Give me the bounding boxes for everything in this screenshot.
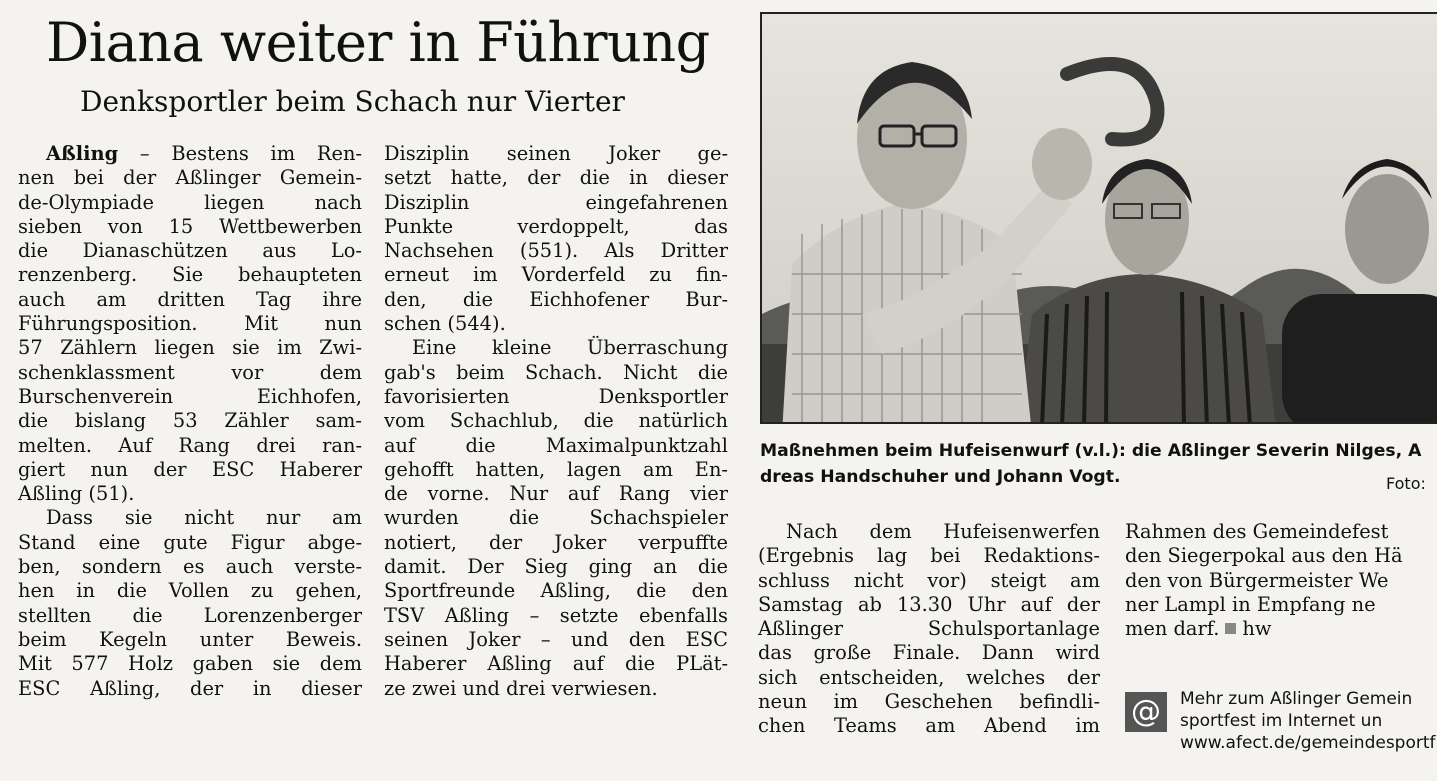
text-line: renzenberg. Sie behaupteten <box>18 263 362 287</box>
text-line: de vorne. Nur auf Rang vier <box>384 482 728 506</box>
author-initials: hw <box>1242 617 1272 641</box>
text-line: das große Finale. Dann wird <box>758 641 1100 665</box>
text-line: Aßling (51). <box>18 482 135 506</box>
article-column-4 <box>1125 520 1437 641</box>
text-line: melten. Auf Rang drei ran- <box>18 433 362 457</box>
text-line: ner Lampl in Empfang ne <box>1125 592 1376 616</box>
end-mark-icon <box>1225 623 1236 634</box>
text-line: Mit 577 Holz gaben sie dem <box>18 652 362 676</box>
text-line: Rahmen des Gemeindefest <box>1125 520 1389 543</box>
text-line: auf die Maximalpunktzahl <box>384 433 728 457</box>
text-line: ESC Aßling, der in dieser <box>18 676 362 700</box>
text-line: schen (544). <box>384 312 506 336</box>
text-line: Burschenverein Eichhofen, <box>18 384 362 408</box>
text-line: hen in die Vollen zu gehen, <box>18 579 362 603</box>
article-column-2 <box>384 142 728 701</box>
text-line: beim Kegeln unter Beweis. <box>18 627 362 651</box>
text-line: gab's beim Schach. Nicht die <box>384 360 728 384</box>
text-line: schenklassment vor dem <box>18 360 362 384</box>
photo-caption <box>760 438 1437 490</box>
text-line: stellten die Lorenzenberger <box>18 603 362 627</box>
text-line: neun im Geschehen befindli- <box>758 690 1100 714</box>
text-line: den von Bürgermeister We <box>1125 568 1389 592</box>
text-line: sich entscheiden, welches der <box>758 665 1100 689</box>
text-line: vom Schachlub, die natürlich <box>384 409 728 433</box>
text-line: den, die Eichhofener Bur- <box>384 287 728 311</box>
text-line: seinen Joker – und den ESC <box>384 627 728 651</box>
web-note-link[interactable]: www.afect.de/gemeindesportf <box>1180 733 1436 753</box>
text-line: gehofft hatten, lagen am En- <box>384 457 728 481</box>
article-column-1 <box>18 142 362 701</box>
at-sign-icon: @ <box>1125 692 1167 732</box>
text-line: schluss nicht vor) steigt am <box>758 568 1100 592</box>
text-line: Dass sie nicht nur am <box>46 506 362 530</box>
text-line: Eine kleine Überraschung <box>412 336 728 360</box>
text-line: nen bei der Aßlinger Gemein- <box>18 166 362 190</box>
text-line: Sportfreunde Aßling, die den <box>384 579 728 603</box>
photo-hufeisenwurf <box>760 12 1437 424</box>
text-line: Stand eine gute Figur abge- <box>18 530 362 554</box>
photo-credit: Foto: <box>1386 474 1426 493</box>
text-line: Disziplin seinen Joker ge- <box>384 142 728 165</box>
text-line: men darf. hw <box>1125 617 1272 641</box>
text-line: ze zwei und drei verwiesen. <box>384 676 658 700</box>
text-line: die bislang 53 Zähler sam- <box>18 409 362 433</box>
subheadline: Denksportler beim Schach nur Vierter <box>80 85 625 118</box>
text-line: giert nun der ESC Haberer <box>18 457 362 481</box>
text-line: Haberer Aßling auf die PLät- <box>384 652 728 676</box>
text-line: Samstag ab 13.30 Uhr auf der <box>758 592 1100 616</box>
dateline: Aßling <box>46 142 119 165</box>
text-line: setzt hatte, der die in dieser <box>384 166 728 190</box>
text-line: Punkte verdoppelt, das <box>384 214 728 238</box>
caption-line: Maßnehmen beim Hufeisenwurf (v.l.): die Aßlinger Severin Nilges, A <box>760 441 1422 461</box>
headline: Diana weiter in Führung <box>46 11 710 74</box>
text-line: ben, sondern es auch verste- <box>18 555 362 579</box>
text-line: Nachsehen (551). Als Dritter <box>384 239 728 263</box>
text-line: TSV Aßling – setzte ebenfalls <box>384 603 728 627</box>
text-line: Aßlinger Schulsportanlage <box>758 617 1100 641</box>
text-line: erneut im Vorderfeld zu fin- <box>384 263 728 287</box>
web-note <box>1180 688 1436 754</box>
article-column-3 <box>758 520 1100 739</box>
text-line: de-Olympiade liegen nach <box>18 190 362 214</box>
web-note-line: Mehr zum Aßlinger Gemein <box>1180 689 1413 709</box>
text-line: sieben von 15 Wettbewerben <box>18 214 362 238</box>
caption-line: dreas Handschuher und Johann Vogt. <box>760 467 1121 487</box>
text-line: chen Teams am Abend im <box>758 714 1100 738</box>
text-line: damit. Der Sieg ging an die <box>384 555 728 579</box>
text-line: Nach dem Hufeisenwerfen <box>786 520 1100 543</box>
text-line: (Ergebnis lag bei Redaktions- <box>758 544 1100 568</box>
text-line: notiert, der Joker verpuffte <box>384 530 728 554</box>
text-line: Aßling – Bestens im Ren- <box>46 142 362 165</box>
text-line: 57 Zählern liegen sie im Zwi- <box>18 336 362 360</box>
text-line: den Siegerpokal aus den Hä <box>1125 544 1403 568</box>
photo-illustration <box>762 14 1437 424</box>
text-line: Führungsposition. Mit nun <box>18 312 362 336</box>
text-line: wurden die Schachspieler <box>384 506 728 530</box>
text-line: favorisierten Denksportler <box>384 384 728 408</box>
web-note-line: sportfest im Internet un <box>1180 711 1383 731</box>
text-line: auch am dritten Tag ihre <box>18 287 362 311</box>
text-line: die Dianaschützen aus Lo- <box>18 239 362 263</box>
text-line: Disziplin eingefahrenen <box>384 190 728 214</box>
